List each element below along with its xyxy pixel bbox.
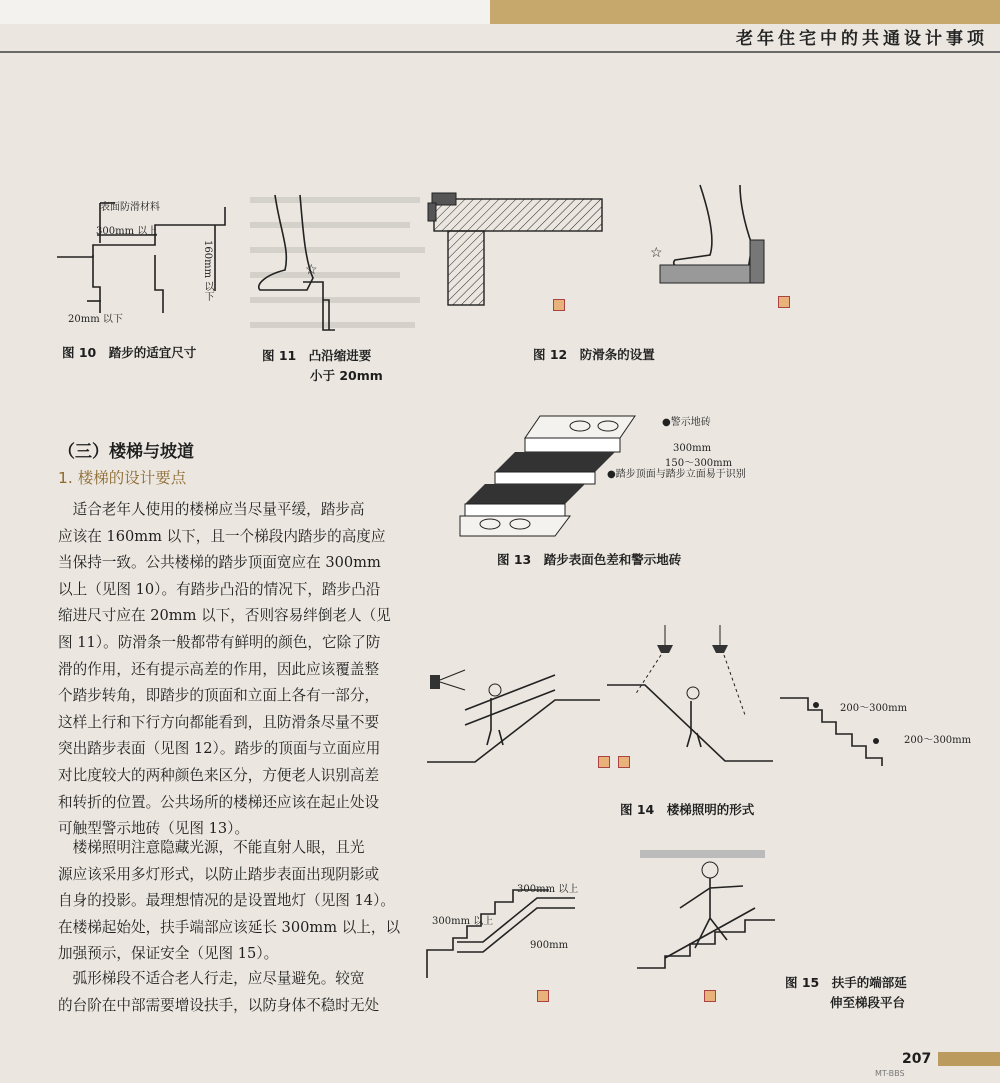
text-line: 适合老年人使用的楼梯应当尽量平缓，踏步高	[58, 501, 365, 518]
label-surface-material: 表面防滑材料	[100, 202, 160, 213]
figure-11-caption-line1: 图 11 凸沿缩进要	[262, 348, 372, 363]
text-line: 缩进尺寸应在 20mm 以下，否则容易绊倒老人（见	[58, 607, 391, 625]
paragraph-1	[58, 497, 408, 843]
text-line: 源应该采用多灯形式，以防止踏步表面出现阴影或	[58, 865, 380, 883]
handrail-extension-diagram	[425, 880, 625, 980]
label-150-300mm: 150～300mm	[665, 458, 733, 469]
text-line: 可触型警示地砖（见图 13）。	[58, 820, 250, 838]
figure-12-caption: 图 12 防滑条的设置	[533, 347, 655, 362]
text-line: 当保持一致。公共楼梯的踏步顶面宽应在 300mm	[58, 554, 381, 572]
figure-15-caption-line2: 伸至梯段平台	[830, 995, 906, 1010]
paragraph-2	[58, 835, 408, 968]
text-line: 对比度较大的两种颜色来区分，方便老人识别高差	[58, 766, 380, 784]
header-tan-band	[490, 0, 1000, 24]
watermark: MT-BBS	[875, 1069, 905, 1078]
figure-10-caption: 图 10 踏步的适宜尺寸	[62, 345, 197, 360]
text-line: 应该在 160mm 以下，且一个梯段内踏步的高度应	[58, 527, 386, 545]
page-title: 老年住宅中的共通设计事项	[736, 29, 988, 49]
color-marker	[618, 756, 630, 768]
figure-14-caption: 图 14 楼梯照明的形式	[620, 802, 755, 817]
color-marker	[553, 299, 565, 311]
paragraph-3	[58, 966, 408, 1019]
page-number-bar	[938, 1052, 1000, 1066]
label-top-extension: 300mm 以上	[517, 884, 579, 895]
header-white-band	[0, 0, 490, 24]
text-line: 的台阶在中部需要增设扶手，以防身体不稳时无处	[58, 996, 380, 1014]
text-line: 和转折的位置。公共场所的楼梯还应该在起止处设	[58, 793, 380, 811]
text-line: 在楼梯起始处，扶手端部应该延长 300mm 以上，以	[58, 918, 401, 936]
foot-tripping-illustration	[245, 190, 355, 340]
label-riser-height: 160mm 以下	[202, 240, 213, 302]
label-300mm: 300mm	[673, 443, 712, 454]
text-line: 弧形梯段不适合老人行走，应尽量避免。较宽	[58, 970, 365, 987]
sub-heading: 1. 楼梯的设计要点	[58, 469, 187, 487]
label-light-height-b: 200～300mm	[904, 735, 972, 746]
label-bottom-extension: 300mm 以上	[432, 916, 494, 927]
page-number: 207	[902, 1051, 932, 1067]
text-line: 以上（见图 10）。有踏步凸沿的情况下，踏步凸沿	[58, 580, 381, 598]
stair-lighting-right	[605, 625, 775, 765]
svg-text:☆: ☆	[305, 262, 318, 278]
text-line: 这样上行和下行方向都能看到，且防滑条尽量不要	[58, 713, 380, 731]
header-rule	[0, 51, 1000, 53]
text-line: 加强预示，保证安全（见图 15）。	[58, 945, 279, 963]
person-on-stairs-illustration	[635, 848, 780, 978]
text-line: 个踏步转角，即踏步的顶面和立面上各有一部分，	[58, 687, 380, 705]
stair-lighting-left	[425, 650, 605, 765]
foot-on-step-illustration	[640, 185, 770, 305]
label-light-height-a: 200～300mm	[840, 703, 908, 714]
color-marker	[778, 296, 790, 308]
anti-slip-strip-section	[428, 185, 608, 315]
text-line: 突出踏步表面（见图 12）。踏步的顶面与立面应用	[58, 740, 381, 758]
label-handrail-height: 900mm	[530, 940, 569, 951]
text-line: 滑的作用，还有提示高差的作用，因此应该覆盖整	[58, 660, 380, 678]
figure-13-caption: 图 13 踏步表面色差和警示地砖	[497, 552, 682, 567]
figure-11-caption-line2: 小于 20mm	[310, 368, 383, 383]
text-line: 楼梯照明注意隐藏光源，不能直射人眼，且光	[58, 839, 365, 856]
figure-15-caption-line1: 图 15 扶手的端部延	[785, 975, 907, 990]
color-marker	[704, 990, 716, 1002]
label-tread-width: 300mm 以上	[96, 226, 158, 237]
text-line: 自身的投影。最理想情况的是设置地灯（见图 14）。	[58, 892, 395, 910]
label-color-contrast: ●踏步顶面与踏步立面易于识别	[607, 469, 746, 480]
color-marker	[598, 756, 610, 768]
section-heading: （三）楼梯与坡道	[58, 442, 194, 462]
text-line: 图 11）。防滑条一般都带有鲜明的颜色，它除了防	[58, 633, 381, 651]
color-marker	[537, 990, 549, 1002]
label-nosing: 20mm 以下	[68, 314, 123, 325]
label-warning-tile: ●警示地砖	[662, 417, 711, 428]
svg-text:☆: ☆	[650, 245, 663, 261]
